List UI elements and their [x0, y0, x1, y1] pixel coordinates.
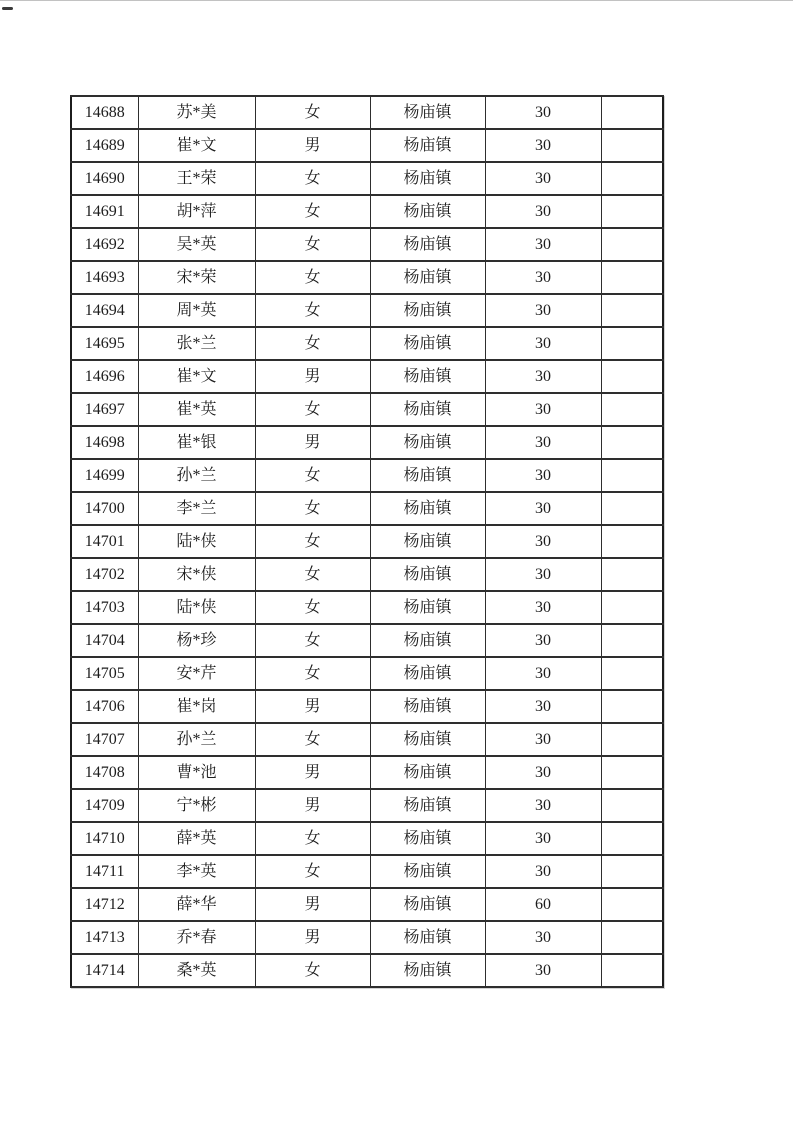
cell-note — [601, 690, 663, 723]
cell-amount: 30 — [485, 855, 601, 888]
scan-mark-dash — [2, 7, 13, 10]
cell-gender: 女 — [255, 393, 370, 426]
cell-amount: 30 — [485, 822, 601, 855]
cell-town: 杨庙镇 — [370, 96, 485, 129]
cell-note — [601, 855, 663, 888]
table-row — [71, 657, 663, 690]
table-row — [71, 327, 663, 360]
table-row — [71, 525, 663, 558]
table-row — [71, 690, 663, 723]
cell-gender: 女 — [255, 96, 370, 129]
cell-town: 杨庙镇 — [370, 690, 485, 723]
cell-name: 薛*英 — [138, 822, 255, 855]
cell-gender: 女 — [255, 855, 370, 888]
cell-gender: 女 — [255, 294, 370, 327]
cell-gender: 女 — [255, 558, 370, 591]
table-row — [71, 888, 663, 921]
cell-note — [601, 327, 663, 360]
cell-id: 14689 — [71, 129, 138, 162]
cell-note — [601, 129, 663, 162]
cell-note — [601, 921, 663, 954]
cell-town: 杨庙镇 — [370, 723, 485, 756]
cell-id: 14691 — [71, 195, 138, 228]
cell-gender: 女 — [255, 624, 370, 657]
cell-town: 杨庙镇 — [370, 360, 485, 393]
table-row — [71, 426, 663, 459]
table-row — [71, 294, 663, 327]
cell-note — [601, 558, 663, 591]
cell-amount: 30 — [485, 393, 601, 426]
cell-amount: 30 — [485, 360, 601, 393]
cell-name: 崔*英 — [138, 393, 255, 426]
cell-note — [601, 789, 663, 822]
cell-town: 杨庙镇 — [370, 393, 485, 426]
cell-note — [601, 525, 663, 558]
cell-amount: 30 — [485, 789, 601, 822]
cell-gender: 女 — [255, 525, 370, 558]
cell-amount: 30 — [485, 624, 601, 657]
cell-amount: 30 — [485, 723, 601, 756]
table-row — [71, 789, 663, 822]
cell-amount: 30 — [485, 657, 601, 690]
cell-id: 14704 — [71, 624, 138, 657]
table-row — [71, 756, 663, 789]
cell-id: 14711 — [71, 855, 138, 888]
cell-name: 崔*岗 — [138, 690, 255, 723]
cell-id: 14706 — [71, 690, 138, 723]
cell-name: 孙*兰 — [138, 459, 255, 492]
cell-amount: 30 — [485, 195, 601, 228]
cell-note — [601, 492, 663, 525]
cell-id: 14710 — [71, 822, 138, 855]
cell-gender: 男 — [255, 129, 370, 162]
cell-gender: 女 — [255, 195, 370, 228]
table-row — [71, 591, 663, 624]
cell-amount: 30 — [485, 294, 601, 327]
table-row — [71, 228, 663, 261]
cell-amount: 30 — [485, 129, 601, 162]
cell-town: 杨庙镇 — [370, 888, 485, 921]
cell-note — [601, 294, 663, 327]
table-row — [71, 261, 663, 294]
cell-note — [601, 888, 663, 921]
cell-amount: 30 — [485, 525, 601, 558]
cell-gender: 女 — [255, 954, 370, 987]
cell-town: 杨庙镇 — [370, 327, 485, 360]
cell-name: 杨*珍 — [138, 624, 255, 657]
cell-name: 宋*侠 — [138, 558, 255, 591]
cell-town: 杨庙镇 — [370, 624, 485, 657]
cell-id: 14692 — [71, 228, 138, 261]
cell-id: 14698 — [71, 426, 138, 459]
cell-gender: 女 — [255, 591, 370, 624]
cell-gender: 男 — [255, 888, 370, 921]
cell-note — [601, 261, 663, 294]
table-row — [71, 855, 663, 888]
cell-town: 杨庙镇 — [370, 525, 485, 558]
cell-amount: 30 — [485, 591, 601, 624]
cell-note — [601, 756, 663, 789]
cell-note — [601, 360, 663, 393]
cell-id: 14688 — [71, 96, 138, 129]
table-row — [71, 393, 663, 426]
cell-amount: 30 — [485, 426, 601, 459]
cell-note — [601, 228, 663, 261]
cell-amount: 30 — [485, 492, 601, 525]
cell-amount: 30 — [485, 261, 601, 294]
cell-town: 杨庙镇 — [370, 228, 485, 261]
cell-gender: 男 — [255, 690, 370, 723]
cell-amount: 30 — [485, 756, 601, 789]
cell-name: 崔*文 — [138, 360, 255, 393]
cell-note — [601, 723, 663, 756]
cell-name: 陆*侠 — [138, 591, 255, 624]
cell-id: 14702 — [71, 558, 138, 591]
beneficiary-table — [70, 95, 664, 988]
cell-gender: 女 — [255, 228, 370, 261]
cell-id: 14694 — [71, 294, 138, 327]
cell-town: 杨庙镇 — [370, 261, 485, 294]
cell-id: 14701 — [71, 525, 138, 558]
cell-id: 14693 — [71, 261, 138, 294]
cell-town: 杨庙镇 — [370, 954, 485, 987]
cell-id: 14709 — [71, 789, 138, 822]
cell-name: 崔*银 — [138, 426, 255, 459]
cell-town: 杨庙镇 — [370, 657, 485, 690]
cell-gender: 女 — [255, 327, 370, 360]
cell-amount: 30 — [485, 954, 601, 987]
cell-gender: 男 — [255, 789, 370, 822]
cell-gender: 女 — [255, 162, 370, 195]
cell-town: 杨庙镇 — [370, 129, 485, 162]
cell-id: 14712 — [71, 888, 138, 921]
cell-amount: 30 — [485, 690, 601, 723]
cell-gender: 女 — [255, 723, 370, 756]
cell-id: 14695 — [71, 327, 138, 360]
table-row — [71, 954, 663, 987]
cell-town: 杨庙镇 — [370, 162, 485, 195]
cell-town: 杨庙镇 — [370, 921, 485, 954]
cell-name: 桑*英 — [138, 954, 255, 987]
cell-name: 陆*侠 — [138, 525, 255, 558]
cell-amount: 30 — [485, 162, 601, 195]
cell-note — [601, 459, 663, 492]
table-row — [71, 162, 663, 195]
table-row — [71, 492, 663, 525]
cell-town: 杨庙镇 — [370, 492, 485, 525]
cell-town: 杨庙镇 — [370, 294, 485, 327]
cell-amount: 30 — [485, 921, 601, 954]
cell-name: 乔*春 — [138, 921, 255, 954]
cell-note — [601, 954, 663, 987]
cell-amount: 30 — [485, 228, 601, 261]
cell-gender: 男 — [255, 921, 370, 954]
cell-town: 杨庙镇 — [370, 855, 485, 888]
cell-id: 14696 — [71, 360, 138, 393]
cell-name: 苏*美 — [138, 96, 255, 129]
cell-id: 14714 — [71, 954, 138, 987]
cell-note — [601, 624, 663, 657]
cell-gender: 女 — [255, 492, 370, 525]
cell-name: 胡*萍 — [138, 195, 255, 228]
table-row — [71, 558, 663, 591]
cell-note — [601, 195, 663, 228]
cell-name: 崔*文 — [138, 129, 255, 162]
cell-name: 薛*华 — [138, 888, 255, 921]
table-row — [71, 723, 663, 756]
page-top-edge-line — [0, 0, 793, 1]
cell-note — [601, 426, 663, 459]
table-row — [71, 129, 663, 162]
cell-note — [601, 591, 663, 624]
cell-town: 杨庙镇 — [370, 195, 485, 228]
cell-amount: 30 — [485, 96, 601, 129]
cell-name: 宁*彬 — [138, 789, 255, 822]
table-row — [71, 459, 663, 492]
cell-id: 14690 — [71, 162, 138, 195]
cell-name: 孙*兰 — [138, 723, 255, 756]
cell-town: 杨庙镇 — [370, 789, 485, 822]
cell-id: 14699 — [71, 459, 138, 492]
table-row — [71, 921, 663, 954]
cell-id: 14708 — [71, 756, 138, 789]
cell-id: 14705 — [71, 657, 138, 690]
cell-name: 李*英 — [138, 855, 255, 888]
table-row — [71, 822, 663, 855]
cell-id: 14703 — [71, 591, 138, 624]
cell-town: 杨庙镇 — [370, 426, 485, 459]
cell-name: 曹*池 — [138, 756, 255, 789]
cell-gender: 女 — [255, 822, 370, 855]
cell-note — [601, 96, 663, 129]
cell-amount: 30 — [485, 459, 601, 492]
table-row — [71, 195, 663, 228]
cell-name: 吴*英 — [138, 228, 255, 261]
cell-name: 张*兰 — [138, 327, 255, 360]
cell-amount: 60 — [485, 888, 601, 921]
table-row — [71, 360, 663, 393]
cell-name: 宋*荣 — [138, 261, 255, 294]
cell-town: 杨庙镇 — [370, 558, 485, 591]
cell-town: 杨庙镇 — [370, 591, 485, 624]
cell-id: 14697 — [71, 393, 138, 426]
cell-amount: 30 — [485, 558, 601, 591]
cell-town: 杨庙镇 — [370, 459, 485, 492]
cell-id: 14700 — [71, 492, 138, 525]
cell-note — [601, 162, 663, 195]
cell-note — [601, 393, 663, 426]
cell-gender: 女 — [255, 459, 370, 492]
cell-town: 杨庙镇 — [370, 756, 485, 789]
cell-name: 王*荣 — [138, 162, 255, 195]
cell-gender: 男 — [255, 426, 370, 459]
cell-note — [601, 822, 663, 855]
cell-name: 李*兰 — [138, 492, 255, 525]
cell-gender: 男 — [255, 756, 370, 789]
cell-id: 14713 — [71, 921, 138, 954]
cell-amount: 30 — [485, 327, 601, 360]
table-row — [71, 96, 663, 129]
cell-gender: 男 — [255, 360, 370, 393]
cell-town: 杨庙镇 — [370, 822, 485, 855]
cell-name: 周*英 — [138, 294, 255, 327]
cell-note — [601, 657, 663, 690]
table-row — [71, 624, 663, 657]
cell-name: 安*芹 — [138, 657, 255, 690]
cell-gender: 女 — [255, 657, 370, 690]
cell-id: 14707 — [71, 723, 138, 756]
cell-gender: 女 — [255, 261, 370, 294]
